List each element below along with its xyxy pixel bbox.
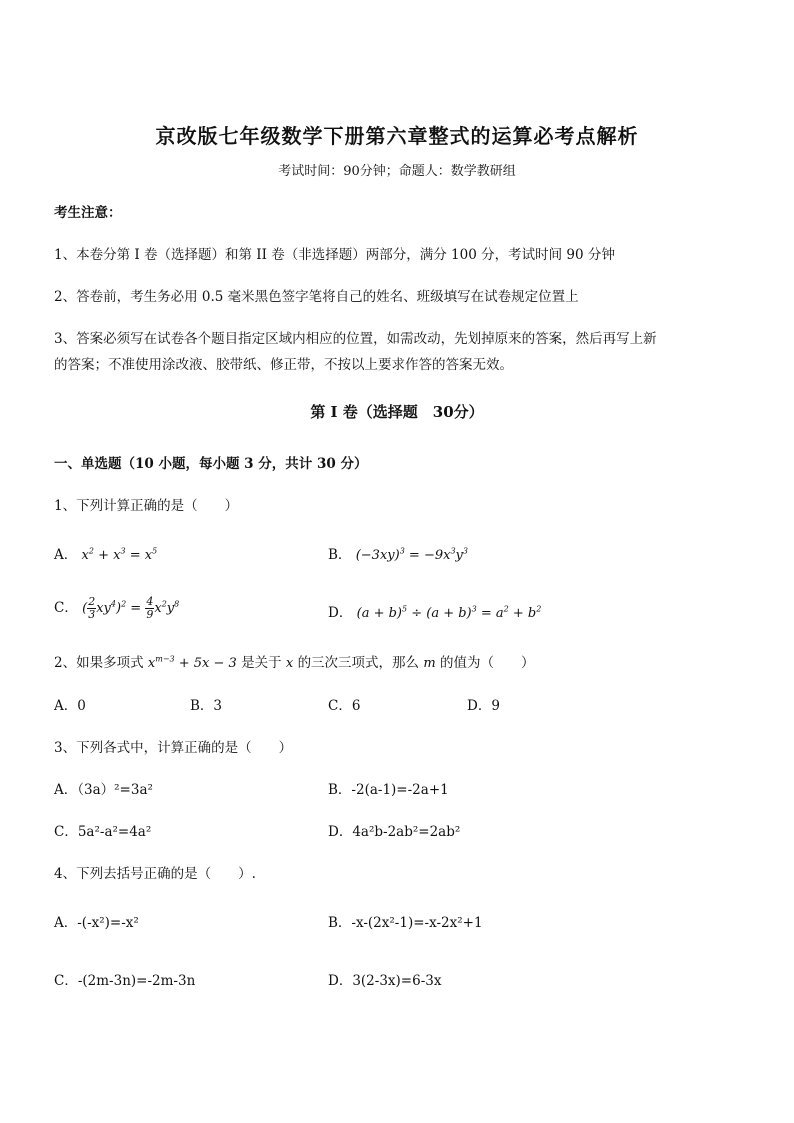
q2-option-d[interactable]: D．9 — [467, 698, 500, 714]
page-title: 京改版七年级数学下册第六章整式的运算必考点解析 — [155, 124, 639, 148]
q2-stem-pre: 2、如果多项式 — [54, 655, 144, 671]
q1-option-a-formula: $x^2 + x^3 = x^5$ — [81, 546, 158, 563]
part-title: 一、单选题（10 小题，每小题 3 分，共计 30 分） — [54, 456, 368, 472]
notice-item-1: 1、本卷分第 I 卷（选择题）和第 II 卷（非选择题）两部分，满分 100 分，考试时间 90 分钟 — [54, 247, 615, 263]
q1-option-d-label: D． — [328, 605, 353, 621]
q4-option-b[interactable]: B．-x-(2x²-1)=-x-2x²+1 — [328, 915, 483, 931]
q1-option-b-formula: $(-3xy)^3 = -9x^3y^3$ — [355, 546, 468, 563]
q1-option-d[interactable] — [328, 601, 541, 621]
q2-stem-end: 的三次三项式，那么 — [297, 655, 420, 671]
q1-stem: 1、下列计算正确的是（ ） — [54, 498, 239, 514]
section-title: 第 I 卷（选择题 30分） — [310, 403, 484, 421]
page-subtitle: 考试时间：90分钟；命题人：数学教研组 — [278, 164, 516, 179]
q3-option-d[interactable]: D．4a²b-2ab²=2ab² — [328, 824, 461, 840]
q1-option-c-label: C． — [54, 600, 78, 616]
q1-option-c[interactable] — [54, 596, 179, 621]
q1-option-a[interactable] — [54, 543, 157, 563]
q3-option-c[interactable]: C．5a²-a²=4a² — [54, 824, 152, 840]
q1-option-b[interactable] — [328, 543, 468, 563]
q2-option-b[interactable]: B．3 — [190, 698, 223, 714]
q3-option-a[interactable]: A．（3a）²=3a² — [54, 782, 153, 798]
notice-heading: 考生注意： — [54, 205, 122, 221]
q4-option-a[interactable]: A．-(-x²)=-x² — [54, 915, 139, 931]
q2-option-c[interactable]: C．6 — [328, 698, 361, 714]
q2-stem — [54, 651, 534, 671]
q1-option-d-formula: $(a + b)^5 \div (a + b)^3 = a^2 + b^2$ — [356, 604, 542, 621]
q3-option-b[interactable]: B．-2(a-1)=-2a+1 — [328, 782, 449, 798]
q2-stem-post: 是关于 — [241, 655, 282, 671]
q1-option-a-label: A． — [54, 547, 78, 563]
q1-option-b-label: B． — [328, 547, 352, 563]
q2-var-x: x — [285, 656, 294, 671]
notice-item-3-cont: 的答案；不准使用涂改液、胶带纸、修正带，不按以上要求作答的答案无效。 — [54, 357, 513, 373]
q4-option-c[interactable]: C．-(2m-3n)=-2m-3n — [54, 973, 196, 989]
notice-item-3: 3、答案必须写在试卷各个题目指定区域内相应的位置，如需改动，先划掉原来的答案，然后再写上新 — [54, 331, 657, 347]
q3-stem: 3、下列各式中，计算正确的是（ ） — [54, 740, 293, 756]
notice-item-2: 2、答卷前，考生务必用 0.5 毫米黑色签字笔将自己的姓名、班级填写在试卷规定位置上 — [54, 289, 579, 305]
q2-var-m: m — [423, 656, 436, 671]
q2-stem-tail: 的值为（ ） — [439, 655, 535, 671]
q2-option-a[interactable]: A．0 — [54, 698, 86, 714]
q4-stem: 4、下列去括号正确的是（ ）. — [54, 866, 256, 882]
q1-option-c-formula: ( $\frac{2}{3}$ $xy^4)^2$ = $\frac{4}{9}$ $x^2y^8$ — [82, 595, 180, 621]
q2-polynomial: $x^{m-3} + 5x - 3$ — [147, 654, 237, 671]
q4-option-d[interactable]: D．3(2-3x)=6-3x — [328, 973, 442, 989]
